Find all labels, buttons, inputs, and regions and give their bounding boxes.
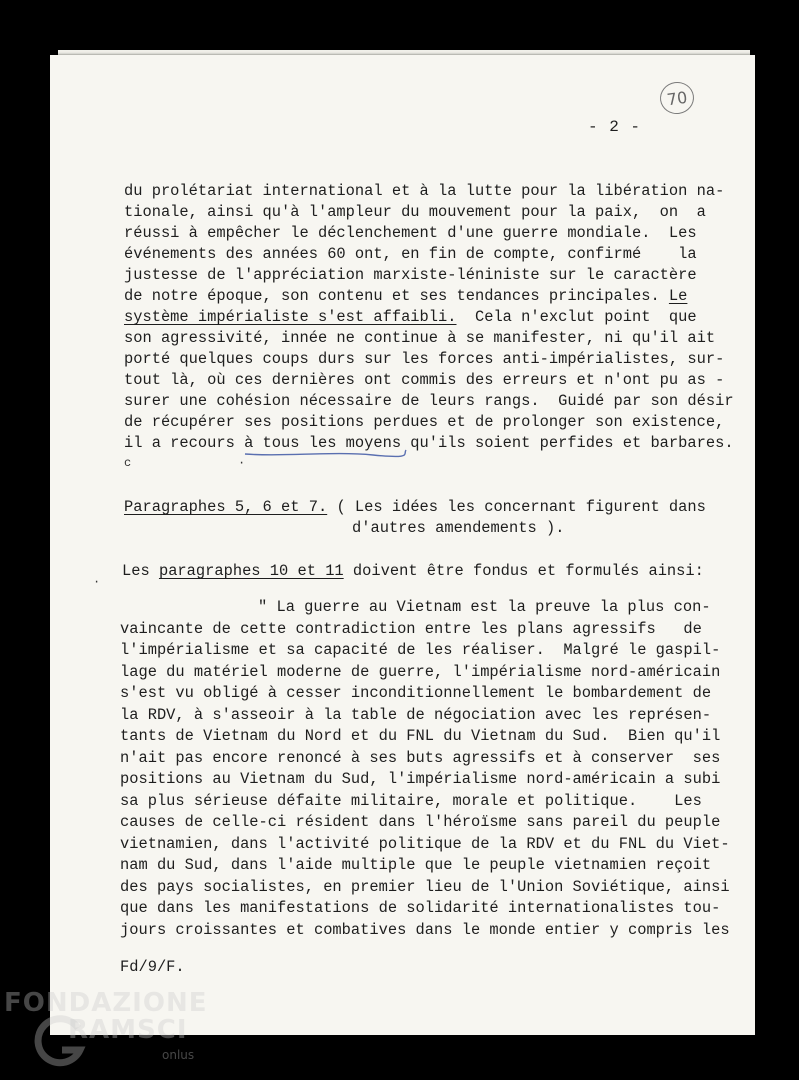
text-line <box>124 498 706 516</box>
text-line: son agressivité, innée ne continue à se manifester, ni qu'il ait <box>124 329 716 347</box>
quote-line: que dans les manifestations de solidarité internationalistes tou- <box>120 899 721 917</box>
underlined-text: Le <box>668 287 688 305</box>
archive-number-stamp: 70 <box>658 80 696 116</box>
text-line: d'autres amendements ). <box>352 519 565 537</box>
stray-mark: · <box>238 456 246 470</box>
text-line: porté quelques coups durs sur les forces anti-impérialistes, sur- <box>124 350 725 368</box>
text-line <box>122 562 704 580</box>
text-segment: de notre époque, son contenu et ses tendances principales. <box>124 287 669 305</box>
text-line <box>124 287 687 305</box>
text-line: tout là, où ces dernières ont commis des erreurs et n'ont pu as - <box>124 371 725 389</box>
quote-line: tants de Vietnam du Nord et du FNL du Vietnam du Sud. Bien qu'il <box>120 727 721 745</box>
document-reference-code: Fd/9/F. <box>120 958 185 976</box>
quote-line: positions au Vietnam du Sud, l'impérialisme nord-américain a subi <box>120 770 721 788</box>
text-line: il a recours à tous les moyens qu'ils soient perfides et barbares. <box>124 434 734 452</box>
text-line: tionale, ainsi qu'à l'ampleur du mouvement pour la paix, on a <box>124 203 706 221</box>
fondazione-gramsci-watermark <box>0 988 220 1078</box>
quote-line: sa plus sérieuse défaite militaire, morale et politique. Les <box>120 792 702 810</box>
stray-mark: · <box>93 575 101 589</box>
text-line: justesse de l'appréciation marxiste-léniniste sur le caractère <box>124 266 697 284</box>
text-line <box>124 308 697 326</box>
text-line: événements des années 60 ont, en fin de compte, confirmé la <box>124 245 697 263</box>
quote-line: jours croissantes et combatives dans le monde entier y compris les <box>120 921 730 939</box>
text-line: du prolétariat international et à la lutte pour la libération na- <box>124 182 725 200</box>
quote-line: vaincante de cette contradiction entre les plans agressifs de <box>120 620 702 638</box>
quote-line: causes de celle-ci résident dans l'héroïsme sans pareil du peuple <box>120 813 721 831</box>
text-line: surer une cohésion nécessaire de leurs rangs. Guidé par son désir <box>124 392 734 410</box>
quote-line: lage du matériel moderne de guerre, l'impérialisme nord-américain <box>120 663 721 681</box>
quote-line: nam du Sud, dans l'aide multiple que le peuple vietnamien reçoit <box>120 856 712 874</box>
section-heading: Paragraphes 5, 6 et 7. <box>124 498 328 516</box>
text-segment: Cela n'exclut point que <box>456 308 697 326</box>
text-segment: ( Les idées les concernant figurent dans <box>327 498 706 516</box>
underlined-text: paragraphes 10 et 11 <box>158 562 344 580</box>
quote-line: vietnamien, dans l'activité politique de la RDV et du FNL du Viet- <box>120 835 730 853</box>
quote-line: la RDV, à s'asseoir à la table de négociation avec les représen- <box>120 706 712 724</box>
quote-line: " La guerre au Vietnam est la preuve la plus con- <box>258 598 711 616</box>
underlined-text: système impérialiste s'est affaibli. <box>124 308 457 326</box>
text-segment: doivent être fondus et formulés ainsi: <box>343 562 704 580</box>
quote-line: s'est vu obligé à cesser inconditionnellement le bombardement de <box>120 684 712 702</box>
watermark-line-2: RAMSCI <box>68 1015 188 1045</box>
quote-line: des pays socialistes, en premier lieu de l'Union Soviétique, ainsi <box>120 878 730 896</box>
pen-underline-mark <box>243 448 408 458</box>
watermark-line-3: onlus <box>162 1048 195 1062</box>
page-number: - 2 - <box>588 118 642 136</box>
text-line: réussi à empêcher le déclenchement d'une guerre mondiale. Les <box>124 224 697 242</box>
stray-mark: c <box>124 456 132 470</box>
text-segment: Les <box>122 562 159 580</box>
quote-line: l'impérialisme et sa capacité de les réaliser. Malgré le gaspil- <box>120 641 721 659</box>
quote-line: n'ait pas encore renoncé à ses buts agressifs et à conserver ses <box>120 749 721 767</box>
watermark-line-1: FONDAZIONE <box>4 988 208 1018</box>
text-line: de récupérer ses positions perdues et de prolonger son existence, <box>124 413 725 431</box>
